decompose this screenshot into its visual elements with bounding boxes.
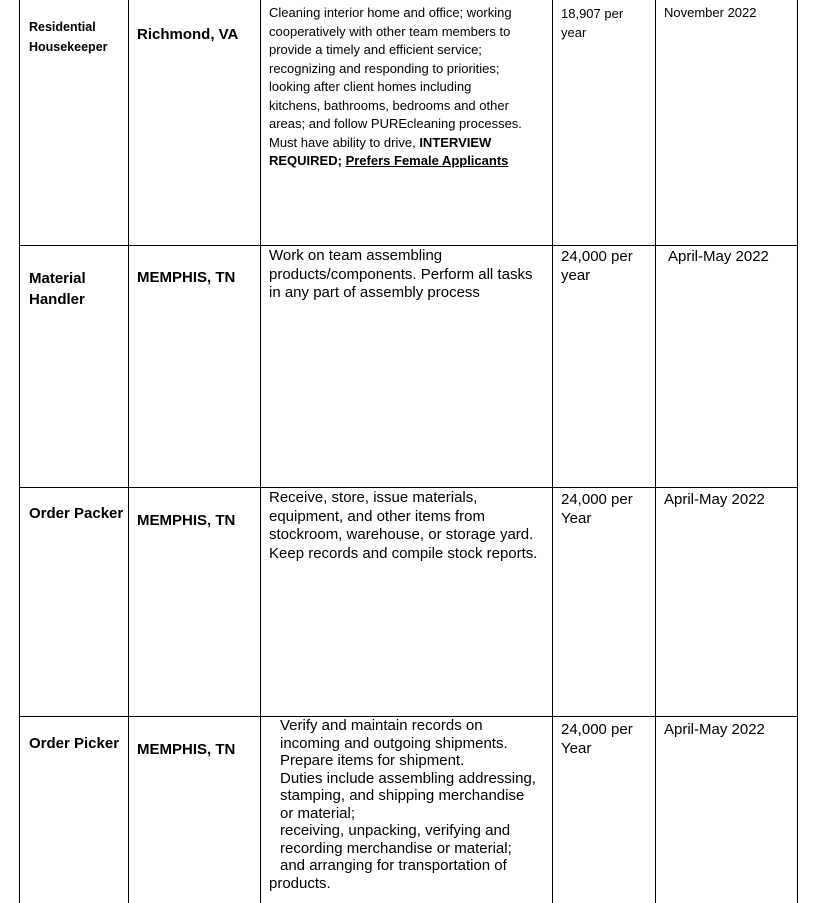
- description-bold: REQUIRED;: [269, 153, 342, 168]
- pay-line: Year: [561, 740, 592, 757]
- description-line: in any part of assembly process: [269, 284, 480, 301]
- description-line: equipment, and other items from: [269, 507, 485, 525]
- job-title-line: Handler: [29, 291, 85, 308]
- description-line: provide a timely and efficient service;: [269, 42, 482, 57]
- description-line: products.: [269, 874, 331, 892]
- job-title-line: Order Picker: [29, 735, 120, 752]
- description-line: stockroom, warehouse, or storage yard.: [269, 526, 534, 543]
- description-line: Duties include assembling addressing,: [280, 769, 536, 787]
- job-title-line: Housekeeper: [29, 40, 108, 54]
- job-description: [269, 717, 536, 892]
- grid-line: [260, 0, 261, 903]
- job-title: [29, 733, 119, 754]
- job-title: [29, 268, 86, 310]
- job-pay: [561, 490, 633, 528]
- job-location: MEMPHIS, TN: [137, 269, 236, 286]
- job-pay: [561, 247, 633, 285]
- description-line: and arranging for transportation of: [280, 857, 507, 874]
- description-text: Must have ability to drive,: [269, 134, 416, 150]
- job-title-line: Residential: [29, 20, 96, 34]
- job-date: April-May 2022: [664, 721, 765, 738]
- description-bold: INTERVIEW: [419, 134, 492, 150]
- job-title-line: Material: [29, 270, 86, 287]
- description-line: receiving, unpacking, verifying and: [280, 822, 511, 839]
- description-line: or material;: [280, 804, 356, 822]
- description-line: Cleaning interior home and office; working: [269, 5, 512, 20]
- job-location: Richmond, VA: [137, 26, 239, 43]
- description-line: products/components. Perform all tasks: [269, 265, 533, 283]
- description-line: recognizing and responding to priorities;: [269, 60, 500, 76]
- job-date: November 2022: [664, 5, 757, 20]
- grid-line: [128, 0, 129, 903]
- description-line: [269, 134, 522, 153]
- description-line: Verify and maintain records on: [280, 717, 483, 734]
- description-line: areas; and follow PUREcleaning processes.: [269, 116, 522, 131]
- pay-line: Year: [561, 510, 592, 527]
- job-location: MEMPHIS, TN: [137, 512, 236, 529]
- pay-line: year: [561, 267, 591, 284]
- pay-line: 24,000 per: [561, 248, 633, 265]
- description-line: Work on team assembling: [269, 247, 443, 264]
- grid-line: [797, 0, 798, 903]
- grid-line: [655, 0, 656, 903]
- job-description: [269, 4, 522, 171]
- job-pay: [561, 720, 633, 758]
- job-date: April-May 2022: [668, 248, 769, 265]
- pay-line: 24,000 per: [561, 491, 633, 508]
- description-line: looking after client homes including: [269, 79, 472, 94]
- job-location: MEMPHIS, TN: [137, 741, 236, 758]
- description-line: kitchens, bathrooms, bedrooms and other: [269, 97, 509, 113]
- description-line: recording merchandise or material;: [280, 839, 512, 857]
- job-description: [269, 489, 537, 563]
- description-underlined: Prefers Female Applicants: [345, 153, 509, 168]
- pay-line: 18,907 per: [561, 6, 624, 21]
- job-title: [29, 503, 123, 524]
- job-title-line: Order Packer: [29, 505, 124, 522]
- pay-line: 24,000 per: [561, 721, 633, 738]
- description-line: incoming and outgoing shipments.: [280, 734, 508, 752]
- job-date: April-May 2022: [664, 491, 765, 508]
- description-line: Prepare items for shipment.: [280, 752, 465, 769]
- description-line: Receive, store, issue materials,: [269, 489, 478, 506]
- description-line: [269, 152, 522, 171]
- description-line: Keep records and compile stock reports.: [269, 544, 538, 562]
- grid-line: [19, 245, 798, 246]
- job-pay: [561, 5, 623, 42]
- grid-line: [552, 0, 553, 903]
- grid-line: [19, 0, 20, 903]
- description-line: cooperatively with other team members to: [269, 23, 511, 39]
- job-title: [29, 17, 108, 57]
- grid-line: [19, 487, 798, 488]
- pay-line: year: [561, 24, 587, 40]
- description-line: stamping, and shipping merchandise: [280, 787, 525, 804]
- job-description: [269, 247, 532, 303]
